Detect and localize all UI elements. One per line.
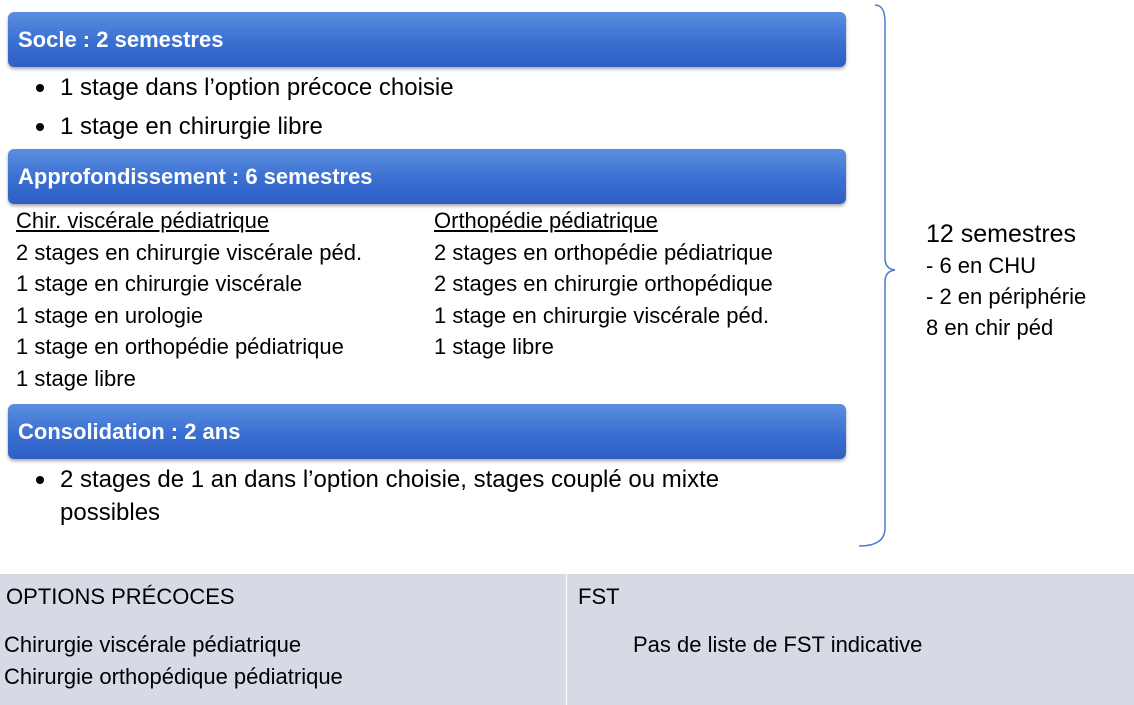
summary-line: - 2 en périphérie bbox=[926, 284, 1087, 309]
fst-header: FST bbox=[578, 584, 620, 609]
list-item: 1 stage en orthopédie pédiatrique bbox=[16, 334, 344, 359]
list-item: 2 stages en chirurgie viscérale péd. bbox=[16, 239, 363, 265]
bullet-dot bbox=[36, 123, 44, 131]
orthopedie-column bbox=[434, 205, 773, 363]
table-row: Chirurgie orthopédique pédiatrique bbox=[4, 664, 343, 689]
visceral-column bbox=[16, 205, 362, 394]
approfondissement-title: Approfondissement : 6 semestres bbox=[18, 163, 373, 189]
visceral-heading: Chir. viscérale pédiatrique bbox=[16, 208, 270, 233]
list-item: 2 stages en orthopédie pédiatrique bbox=[434, 239, 773, 265]
approfondissement-header bbox=[8, 149, 846, 204]
list-item: 1 stage libre bbox=[16, 365, 136, 391]
consolidation-bullet: 2 stages de 1 an dans l’option choisie, stages couplé ou mixte possibles bbox=[36, 463, 719, 529]
socle-bullet: 1 stage en chirurgie libre bbox=[36, 110, 323, 143]
options-list bbox=[4, 629, 343, 693]
list-item: 1 stage en chirurgie viscérale bbox=[16, 271, 303, 296]
socle-bullet: 1 stage dans l’option précoce choisie bbox=[36, 71, 454, 104]
list-item: 1 stage libre bbox=[434, 334, 554, 359]
fst-text: Pas de liste de FST indicative bbox=[633, 632, 923, 657]
semester-summary bbox=[926, 219, 1086, 343]
consolidation-header bbox=[8, 404, 846, 459]
bullet-dot bbox=[36, 476, 44, 484]
options-header: OPTIONS PRÉCOCES bbox=[6, 584, 235, 609]
summary-total: 12 semestres bbox=[926, 220, 1077, 248]
orthopedie-heading: Orthopédie pédiatrique bbox=[434, 208, 658, 233]
list-item: 2 stages en chirurgie orthopédique bbox=[434, 271, 773, 296]
options-table bbox=[0, 574, 1134, 705]
consolidation-title: Consolidation : 2 ans bbox=[18, 418, 241, 444]
table-row: Chirurgie viscérale pédiatrique bbox=[4, 632, 302, 657]
table-divider bbox=[566, 574, 567, 705]
summary-line: 8 en chir péd bbox=[926, 315, 1054, 340]
socle-title: Socle : 2 semestres bbox=[18, 26, 224, 52]
right-brace bbox=[855, 0, 895, 560]
bullet-dot bbox=[36, 84, 44, 92]
list-item: 1 stage en chirurgie viscérale péd. bbox=[434, 302, 770, 328]
socle-header bbox=[8, 12, 846, 67]
summary-line: - 6 en CHU bbox=[926, 253, 1037, 278]
list-item: 1 stage en urologie bbox=[16, 302, 204, 328]
